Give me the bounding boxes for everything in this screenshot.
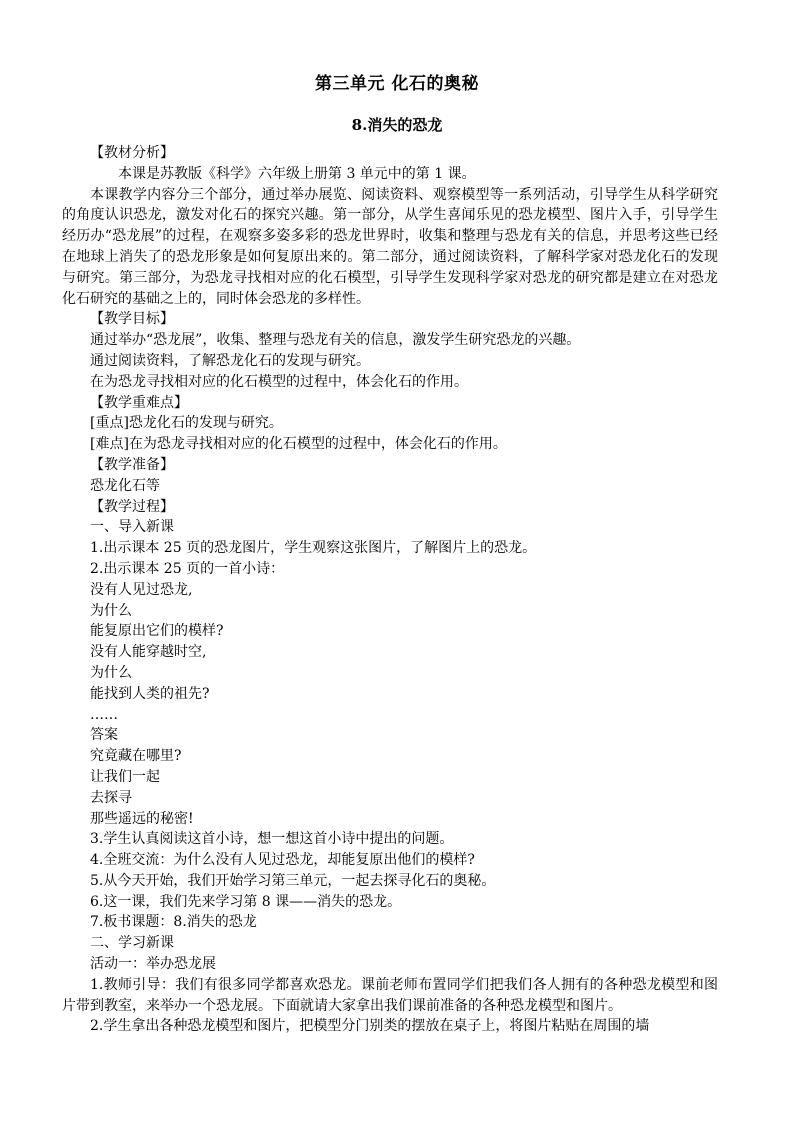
activity-step: 1.教师引导：我们有很多同学都喜欢恐龙。课前老师布置同学们把我们各人拥有的各种恐龙模型和图片带到教室，来举办一个恐龙展。下面就请大家拿出我们课前准备的各种恐龙模型和图片。 — [62, 976, 718, 1014]
poem-line: 为什么 — [90, 602, 132, 619]
poem-line: 没有人见过恐龙, — [90, 581, 193, 598]
poem-line: 让我们一起 — [90, 768, 160, 785]
poem-line: 究竟藏在哪里? — [90, 748, 182, 765]
poem — [90, 580, 718, 830]
poem-line: 答案 — [90, 727, 118, 744]
analysis-paragraph-1: 本课是苏教版《科学》六年级上册第 3 单元中的第 1 课。 — [118, 165, 476, 182]
process-step: 1.出示课本 25 页的恐龙图片，学生观察这张图片，了解图片上的恐龙。 — [90, 540, 537, 557]
section-heading-goals: 【教学目标】 — [90, 311, 174, 328]
poem-line: 去探寻 — [90, 789, 132, 806]
poem-line: 为什么 — [90, 664, 132, 681]
process-step: 6.这一课，我们先来学习第 8 课——消失的恐龙。 — [90, 893, 402, 910]
unit-title: 第三单元 化石的奥秘 — [315, 74, 479, 94]
keypoint-item: [重点]恐龙化石的发现与研究。 — [90, 415, 283, 432]
section-heading-process: 【教学过程】 — [90, 498, 174, 515]
preparation-item: 恐龙化石等 — [90, 477, 160, 494]
process-step: 3.学生认真阅读这首小诗，想一想这首小诗中提出的问题。 — [90, 831, 454, 848]
lesson-title: 8.消失的恐龙 — [351, 116, 443, 134]
keypoint-item: [难点]在为恐龙寻找相对应的化石模型的过程中，体会化石的作用。 — [90, 436, 507, 453]
document-body — [62, 143, 718, 1037]
poem-line: 能复原出它们的模样? — [90, 623, 224, 640]
process-step: 4.全班交流：为什么没有人见过恐龙，却能复原出他们的模样? — [90, 852, 475, 869]
goal-item: 在为恐龙寻找相对应的化石模型的过程中，体会化石的作用。 — [90, 373, 468, 390]
poem-line: …… — [90, 706, 118, 723]
section-heading-keypoints: 【教学重难点】 — [90, 394, 188, 411]
goal-item: 通过阅读资料，了解恐龙化石的发现与研究。 — [90, 352, 370, 369]
poem-line: 没有人能穿越时空, — [90, 644, 207, 661]
section-heading-analysis: 【教材分析】 — [90, 145, 174, 161]
section-heading-preparation: 【教学准备】 — [90, 456, 174, 473]
process-step: 2.出示课本 25 页的一首小诗： — [90, 560, 285, 577]
goal-item: 通过举办“恐龙展”，收集、整理与恐龙有关的信息，激发学生研究恐龙的兴趣。 — [90, 332, 581, 349]
process-part-heading: 一、导入新课 — [90, 519, 174, 536]
activity-heading: 活动一：举办恐龙展 — [90, 956, 216, 973]
activity-step: 2.学生拿出各种恐龙模型和图片，把模型分门别类的摆放在桌子上，将图片粘贴在周围的墙 — [90, 1018, 650, 1035]
analysis-paragraph-2: 本课教学内容分三个部分，通过举办展览、阅读资料、观察模型等一系列活动，引导学生从科学研究的角度认识恐龙，激发对化石的探究兴趣。第一部分，从学生喜闻乐见的恐龙模型、图片入手，引导学生经历办“恐龙展”的过程，在观察多姿多彩的恐龙世界时，收集和整理与恐龙有关的信息，并思考这些已经在地球上消失了的恐龙形象是如何复原出来的。第二部分，通过阅读资料，了解科学家对恐龙化石的发现与研究。第三部分，为恐龙寻找相对应的化石模型，引导学生发现科学家对恐龙的研究都是建立在对恐龙化石研究的基础之上的，同时体会恐龙的多样性。 — [62, 186, 718, 307]
poem-line: 那些遥远的秘密! — [90, 810, 194, 827]
process-step: 5.从今天开始，我们开始学习第三单元，一起去探寻化石的奥秘。 — [90, 872, 496, 889]
process-step: 7.板书课题：8.消失的恐龙 — [90, 914, 257, 931]
process-part-heading: 二、学习新课 — [90, 935, 174, 952]
poem-line: 能找到人类的祖先? — [90, 685, 210, 702]
